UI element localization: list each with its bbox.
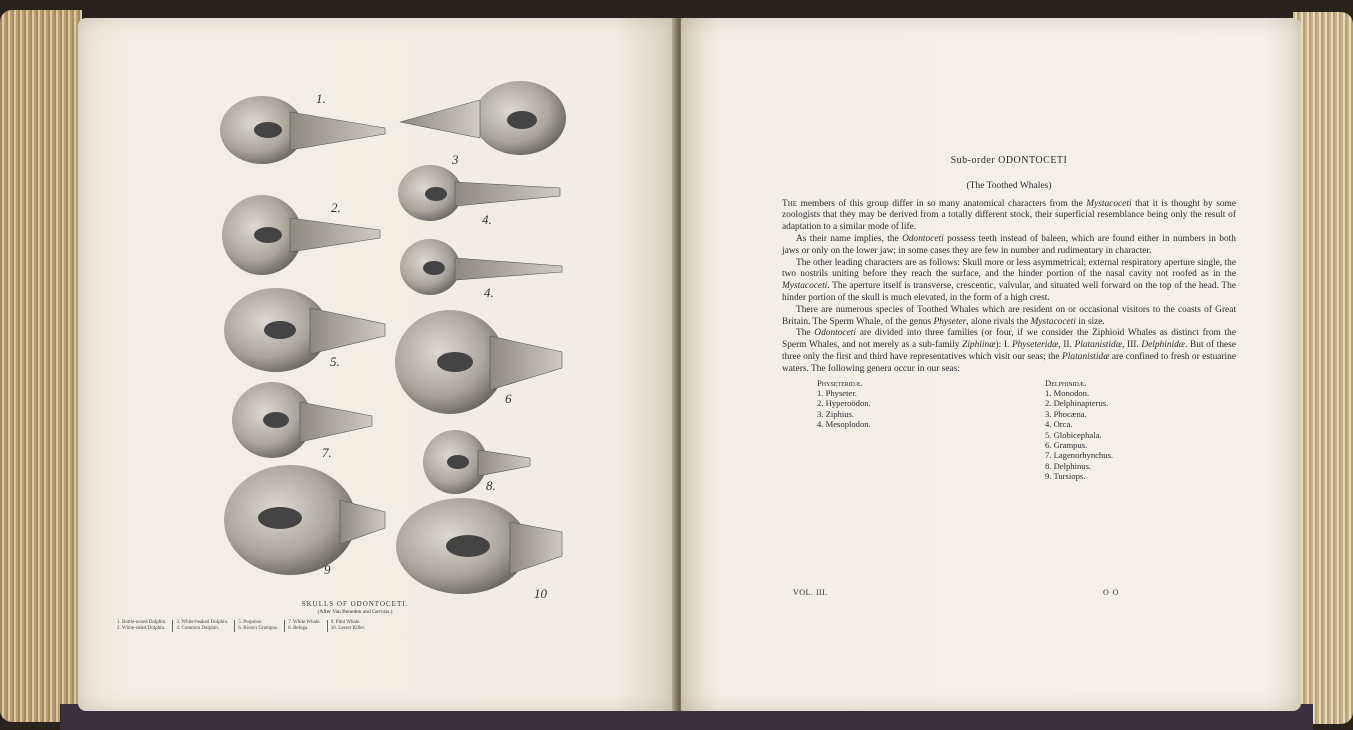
skull-number-label: 3 xyxy=(452,152,459,167)
genera-list xyxy=(782,378,1236,498)
skull-6-figure xyxy=(395,310,562,414)
text-run: are divided into three families (or four, if we consider the Ziphioid Whales as distinct from the Sperm Whales, and not merely as a sub-family xyxy=(782,328,1236,351)
text-run-italic: Odontoceti xyxy=(902,233,944,244)
skull-1-figure xyxy=(220,96,385,164)
family-heading: Physeteridæ. xyxy=(817,377,863,388)
signature-mark: O O xyxy=(1103,588,1120,597)
section-title: Sub-order ODONTOCETI xyxy=(950,155,1068,166)
legend-entry: 3. White-beaked Dolphin. xyxy=(176,620,229,625)
skull-number-label: 5. xyxy=(330,354,340,369)
family-heading: Delphinidæ. xyxy=(1045,377,1087,388)
text-run: . The aperture itself is transverse, crescentic, valvular, and situated well forward on the top of the head. The hinder portion of the skull is much elevated, in the form of a high crest. xyxy=(782,281,1236,303)
genus-item: 6. Grampus. xyxy=(1045,439,1088,450)
genus-item: 4. Mesoplodon. xyxy=(817,419,871,430)
legend-column xyxy=(327,620,365,632)
physeteridae-column xyxy=(817,378,871,430)
text-run-italic: Mystacoceti xyxy=(1086,198,1132,209)
text-run: possess teeth instead of baleen, which are found either in numbers in both jaws or only on the lower jaw; in some cases they are few in number and rudimentary in character. xyxy=(782,233,1236,256)
skull-5-figure xyxy=(224,288,385,372)
skull-3-figure xyxy=(400,81,566,155)
volume-footer: VOL. III. xyxy=(793,588,828,597)
legend-column xyxy=(234,620,278,632)
legend-entry: 1. Bottle-nosed Dolphin. xyxy=(117,620,167,625)
delphinidae-column xyxy=(1045,378,1113,482)
skull-number-label: 1. xyxy=(316,91,326,106)
genus-item: 1. Physeter. xyxy=(817,387,857,398)
text-run-italic: Delphinidæ xyxy=(1141,340,1186,351)
legend-column xyxy=(172,620,228,632)
text-run: , II. xyxy=(1058,340,1075,351)
text-run-italic: Ziphiinæ xyxy=(962,340,996,351)
legend-entry: 4. Common Dolphin. xyxy=(176,626,219,631)
legend-entry: 9. Pilot Whale. xyxy=(330,620,361,625)
text-run: are confined to fresh or estuarine waters. The following genera occur in our seas: xyxy=(782,351,1236,374)
legend-entry: 6. Risso's Grampus. xyxy=(238,626,279,631)
legend-entry: 10. Lesser Killer. xyxy=(330,626,366,631)
text-block xyxy=(782,155,1236,498)
legend-entry: 2. White-sided Dolphin. xyxy=(117,626,166,631)
skull-8-figure xyxy=(423,430,530,494)
skull-number-label: 7. xyxy=(322,445,332,460)
text-run: . But of these three only the first and third have representatives which visit our seas; the xyxy=(782,340,1236,362)
legend-column xyxy=(114,620,166,632)
paragraph xyxy=(782,328,1236,375)
legend-column xyxy=(284,620,321,632)
right-page-text xyxy=(681,18,1301,711)
genus-item: 8. Delphinus. xyxy=(1045,460,1092,471)
text-run-italic: Physeteridæ xyxy=(1011,340,1059,351)
genus-item: 3. Phocæna. xyxy=(1045,408,1087,419)
skull-number-label: 10 xyxy=(534,586,547,601)
skull-number-label: 9 xyxy=(324,562,331,577)
plate-credit: (After Van Beneden and Gervais.) xyxy=(317,609,393,615)
text-run-italic: Odontoceti xyxy=(814,328,856,339)
text-run: , alone rivals the xyxy=(966,316,1031,327)
skull-2-figure xyxy=(222,195,380,275)
genus-item: 9. Tursiops. xyxy=(1045,471,1086,482)
text-run: in size. xyxy=(1075,316,1105,327)
text-run-italic: Mystacoceti xyxy=(782,281,828,292)
skull-4-figure-lower xyxy=(400,239,562,295)
genus-item: 7. Lagenorhynchus. xyxy=(1045,450,1114,461)
paragraph xyxy=(782,234,1236,258)
text-run-italic: Platanistidæ xyxy=(1062,351,1110,362)
paragraph xyxy=(782,258,1236,305)
skull-4-figure-upper xyxy=(398,165,560,221)
paragraph xyxy=(782,305,1236,329)
text-run: , III. xyxy=(1121,340,1142,351)
skull-number-label: 6 xyxy=(505,391,512,406)
drop-lead: The xyxy=(782,198,798,209)
legend-entry: 7. White Whale. xyxy=(288,620,321,625)
genus-item: 3. Ziphius. xyxy=(817,408,855,419)
legend-entry: 5. Porpoise. xyxy=(238,620,263,625)
text-run: The other leading characters are as follows: Skull more or less asymmetrical; external respiratory aperture single, the two nostrils uniting before they reach the surface, and the hinder portion of the nasal cavity not roofed as in the xyxy=(782,257,1236,280)
genus-item: 5. Globicephala. xyxy=(1045,429,1102,440)
genus-item: 2. Delphinapterus. xyxy=(1045,398,1109,409)
text-run-italic: Mystacoceti xyxy=(1030,316,1076,327)
text-run-italic: Physeter xyxy=(933,316,967,327)
text-run: As their name implies, the xyxy=(796,233,903,244)
plate-legend xyxy=(114,620,574,632)
legend-entry: 8. Beluga. xyxy=(288,626,309,631)
skull-7-figure xyxy=(232,382,372,458)
genus-item: 4. Orca. xyxy=(1045,419,1073,430)
text-run-italic: Platanistidæ xyxy=(1074,340,1122,351)
skull-9-figure xyxy=(224,465,385,575)
skull-number-label: 8. xyxy=(486,478,496,493)
text-run: The xyxy=(796,328,815,339)
text-run: There are numerous species of Toothed Whales which are resident on or occasional visitors to the coasts of Great Britain. The Sperm Whale, of the genus xyxy=(782,304,1236,327)
text-run: members of this group differ in so many anatomical characters from the xyxy=(797,198,1087,209)
text-run: that it is thought by some zoologists that they may be derived from a totally different stock, their superficial resemblance being only the result of adaptation to a similar mode of life. xyxy=(782,198,1236,233)
section-subtitle: (The Toothed Whales) xyxy=(966,180,1052,191)
skull-number-label: 4. xyxy=(484,285,494,300)
skull-number-label: 2. xyxy=(331,200,341,215)
skull-10-figure xyxy=(396,498,562,594)
skull-number-label: 4. xyxy=(482,212,492,227)
plate-caption xyxy=(140,600,570,615)
genus-item: 2. Hyperoödon. xyxy=(817,398,871,409)
paragraph xyxy=(782,199,1236,234)
text-run: ): I. xyxy=(995,340,1012,351)
plate-title: SKULLS OF ODONTOCETI. xyxy=(301,600,409,608)
genus-item: 1. Monodon. xyxy=(1045,387,1090,398)
